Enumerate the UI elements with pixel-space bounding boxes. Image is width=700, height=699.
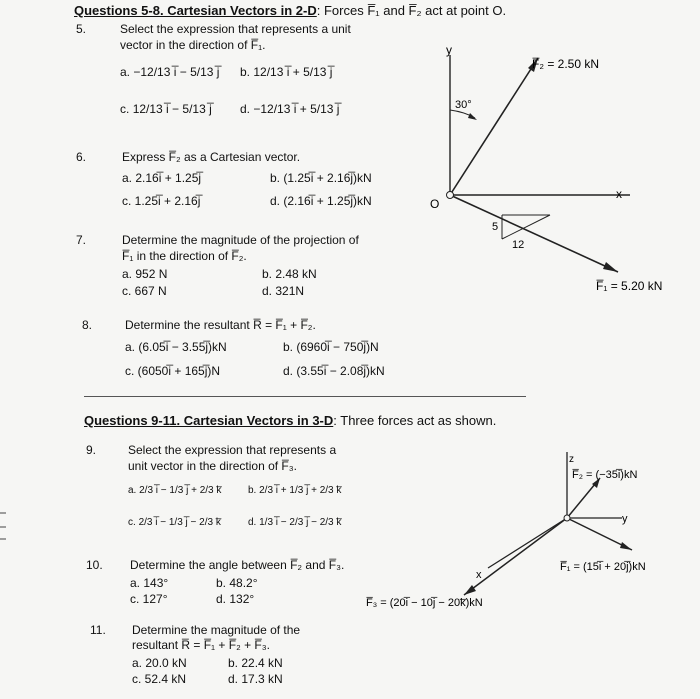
q6-option-d[interactable]: d. (2.16i̅ + 1.25j̅)kN: [270, 194, 372, 208]
q9-number: 9.: [86, 443, 97, 457]
q5-option-b-label: b.: [240, 65, 251, 79]
fig2-z-label: z: [569, 454, 574, 465]
q11-prompt-line1: Determine the magnitude of the: [132, 623, 301, 637]
q9-option-c[interactable]: [128, 516, 221, 530]
q5-option-c-text: 12/13 i̅ − 5/13 j̅: [132, 102, 212, 116]
q6-prompt: Express F̅₂ as a Cartesian vector.: [122, 150, 301, 164]
q5-option-a-label: a.: [120, 65, 131, 79]
q5-option-c-label: c.: [120, 102, 130, 116]
q11-number: 11.: [90, 623, 106, 637]
q9-option-c-text: 2/3 i̅ − 1/3 j̅ − 2/3 k̅: [138, 517, 221, 528]
q5-prompt-line2: vector in the direction of F̅₁.: [120, 38, 266, 52]
fig1-slope-long: 12: [512, 239, 525, 251]
q7-option-d[interactable]: d. 321N: [262, 284, 305, 298]
fig1-x-label: x: [616, 187, 622, 201]
fig2-y-label: y: [622, 513, 628, 525]
q6-option-c[interactable]: c. 1.25i̅ + 2.16j̅: [122, 194, 201, 208]
fig1-angle-label: 30°: [455, 99, 472, 111]
q11-option-c[interactable]: c. 52.4 kN: [132, 672, 187, 686]
q9-option-c-label: c.: [128, 517, 136, 528]
q9-option-a-label: a.: [128, 485, 137, 496]
fig1-f2-label: F̅₂ = 2.50 kN: [532, 57, 600, 71]
q7-prompt-line1: Determine the magnitude of the projection of: [122, 233, 359, 247]
figure-3d: [360, 440, 690, 615]
fig2-f1-label: F̅₁ = (15i̅ + 20j̅)kN: [560, 561, 646, 573]
q8-option-c[interactable]: c. (6050i̅ + 165j̅)N: [125, 364, 221, 378]
q5-option-a-text: −12/13 i̅ − 5/13 j̅: [133, 65, 220, 79]
section1-title: [74, 4, 506, 18]
fig2-x-label: x: [476, 569, 482, 581]
section2-title: [84, 414, 496, 428]
q5-prompt-line1: Select the expression that represents a unit: [120, 22, 351, 36]
q5-option-d-label: d.: [240, 102, 251, 116]
q5-number: 5.: [76, 22, 87, 36]
q11-option-b[interactable]: b. 22.4 kN: [228, 656, 283, 670]
q8-prompt: Determine the resultant R̅ = F̅₁ + F̅₂.: [125, 318, 316, 332]
q11-prompt-line2: resultant R̅ = F̅₁ + F̅₂ + F̅₃.: [132, 638, 270, 652]
q7-prompt-line2: F̅₁ in the direction of F̅₂.: [122, 249, 247, 263]
q9-option-d[interactable]: [248, 516, 341, 530]
q10-prompt: Determine the angle between F̅₂ and F̅₃.: [130, 558, 345, 572]
q6-option-b[interactable]: b. (1.25i̅ + 2.16j̅)kN: [270, 171, 372, 185]
q10-option-a[interactable]: a. 143°: [130, 576, 169, 590]
q5-option-d-text: −12/13 i̅ + 5/13 j̅: [253, 102, 340, 116]
q7-option-c[interactable]: c. 667 N: [122, 284, 167, 298]
q8-option-d[interactable]: d. (3.55i̅ − 2.08j̅)kN: [283, 364, 385, 378]
q10-option-c[interactable]: c. 127°: [130, 592, 168, 606]
q7-option-a[interactable]: a. 952 N: [122, 267, 168, 281]
section1-title-rest: : Forces F̅₁ and F̅₂ act at point O.: [316, 3, 507, 18]
q5-option-d[interactable]: [240, 102, 339, 116]
q9-option-a-text: 2/3 i̅ − 1/3 j̅ + 2/3 k̅: [139, 485, 222, 496]
fig1-slope-short: 5: [492, 221, 499, 233]
fig2-f3-label: F̅₃ = (20i̅ − 10j̅ − 20k̅)kN: [366, 597, 483, 609]
q10-option-b[interactable]: b. 48.2°: [216, 576, 258, 590]
q7-number: 7.: [76, 233, 87, 247]
q9-option-b-label: b.: [248, 485, 257, 496]
q5-option-a[interactable]: [120, 65, 219, 79]
q9-option-d-label: d.: [248, 517, 257, 528]
q8-option-b[interactable]: b. (6960i̅ − 750j̅)N: [283, 340, 379, 354]
section2-title-rest: : Three forces act as shown.: [333, 413, 497, 428]
q5-option-c[interactable]: [120, 102, 212, 116]
q5-option-b-text: 12/13 i̅ + 5/13 j̅: [253, 65, 333, 79]
q10-option-d[interactable]: d. 132°: [216, 592, 255, 606]
q5-option-b[interactable]: [240, 65, 332, 79]
section1-title-bold: Questions 5-8. Cartesian Vectors in 2-D: [74, 3, 317, 18]
q9-prompt-line2: unit vector in the direction of F̅₃.: [128, 459, 297, 473]
fig1-origin-label: O: [430, 197, 440, 211]
section-divider: [84, 396, 526, 397]
fig1-y-label: y: [446, 43, 452, 57]
q9-prompt-line1: Select the expression that represents a: [128, 443, 337, 457]
q10-number: 10.: [86, 558, 103, 572]
q9-option-b[interactable]: [248, 484, 341, 498]
section2-title-bold: Questions 9-11. Cartesian Vectors in 3-D: [84, 413, 334, 428]
q6-number: 6.: [76, 150, 87, 164]
q8-number: 8.: [82, 318, 93, 332]
q11-option-a[interactable]: a. 20.0 kN: [132, 656, 187, 670]
figure-2d: [420, 40, 680, 310]
q8-option-a[interactable]: a. (6.05i̅ − 3.55j̅)kN: [125, 340, 227, 354]
q9-option-b-text: 2/3 i̅ + 1/3 j̅ + 2/3 k̅: [259, 485, 342, 496]
fig1-f1-label: F̅₁ = 5.20 kN: [596, 279, 663, 293]
q9-option-d-text: 1/3 i̅ − 2/3 j̅ − 2/3 k̅: [259, 517, 342, 528]
left-edge-marks: [0, 505, 8, 545]
q6-option-a[interactable]: a. 2.16i̅ + 1.25j̅: [122, 171, 202, 185]
q11-option-d[interactable]: d. 17.3 kN: [228, 672, 283, 686]
q9-option-a[interactable]: [128, 484, 221, 498]
q7-option-b[interactable]: b. 2.48 kN: [262, 267, 317, 281]
fig2-f2-label: F̅₂ = (−35i̅)kN: [572, 469, 638, 481]
